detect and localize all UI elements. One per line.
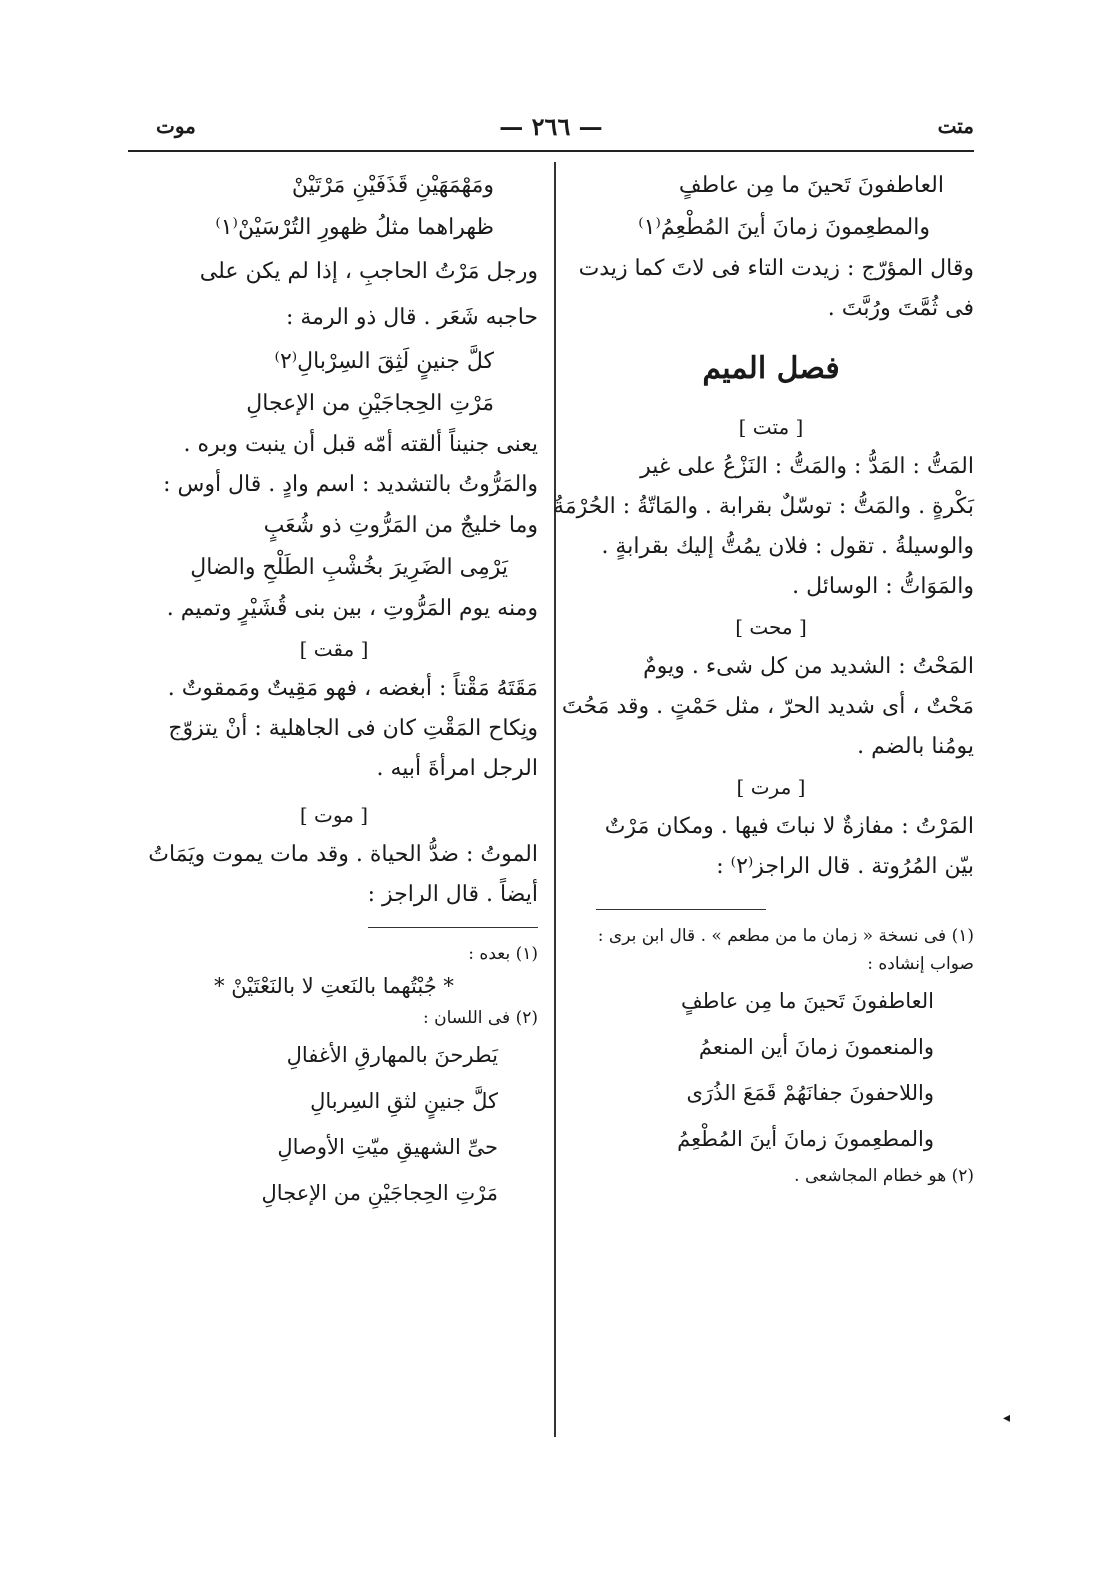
column-divider: [554, 162, 556, 1437]
text-line: وقال المؤرّج : زيدت التاء فى لاتَ كما زيدت: [578, 256, 974, 281]
footnote-line: (١) بعده :: [468, 944, 538, 964]
header-root-word: متت: [937, 114, 974, 138]
footnote-verse: حىِّ الشهيقِ ميّتِ الأوصالِ: [277, 1135, 498, 1159]
text-line: والوسيلةُ . تقول : فلان يمُتُّ إليك بقرابةٍ .: [601, 534, 974, 559]
footnote-verse: والمنعمونَ زمانَ أين المنعمُ: [698, 1035, 934, 1059]
text-line: ونِكاح المَقْتِ كان فى الجاهلية : أنْ يتزوّج: [168, 716, 538, 741]
page-header: [128, 112, 974, 152]
text-line: والمَوَاتُّ : الوسائل .: [792, 574, 974, 599]
footnote-verse: يَطرحنَ بالمهارقِ الأغفالِ: [286, 1043, 498, 1067]
footnote-line: (٢) فى اللسان :: [422, 1008, 538, 1028]
text-line: حاجبه شَعَر . قال ذو الرمة :: [285, 305, 538, 330]
text-line: الرجل امرأةَ أبيه .: [376, 756, 538, 781]
entry-heading: [ محت ]: [735, 615, 807, 639]
verse-line: كلَّ جنينٍ لَثِقَ السِرْبالِ⁽٢⁾: [274, 349, 494, 374]
verse-line: وما خليجٌ من المَرُّوتِ ذو شُعَبٍ: [263, 513, 538, 538]
text-line: والمَرُّوتُ بالتشديد : اسم وادٍ . قال أوس :: [163, 472, 538, 497]
footnote-line: (٢) هو خطام المجاشعى .: [794, 1166, 974, 1186]
entry-heading: [ متت ]: [738, 415, 804, 439]
text-line: بيّن المُرُوتة . قال الراجز⁽٢⁾ :: [716, 854, 974, 879]
margin-arrow-icon: ◂: [1003, 1410, 1011, 1426]
page-number: — ٢٦٦ —: [499, 112, 603, 141]
text-line: ومنه يوم المَرُّوتِ ، بين بنى قُشَيْرٍ وتميم .: [166, 596, 538, 621]
text-line: يعنى جنيناً ألقته أمّه قبل أن ينبت وبره .: [183, 432, 538, 457]
text-line: مَقَتَهُ مَقْتاً : أبغضه ، فهو مَقِيتٌ ومَمقوتٌ .: [167, 676, 538, 701]
header-rule: [128, 150, 974, 152]
text-line: أيضاً . قال الراجز :: [367, 882, 538, 907]
footnote-verse: العاطفونَ تَحينَ ما مِن عاطفٍ: [680, 989, 934, 1013]
section-title: فصل الميم: [702, 351, 840, 386]
text-line: الموتُ : ضدُّ الحياة . وقد مات يموت ويَمَاتُ: [148, 842, 538, 867]
header-root-word-end: موت: [156, 114, 196, 138]
entry-heading: [ موت ]: [299, 803, 369, 827]
footnote-verse: مَرْتِ الحِجاجَيْنِ من الإعجالِ: [261, 1181, 498, 1205]
left-column: [130, 165, 538, 1216]
right-column: [553, 165, 974, 1190]
verse-line: العاطفونَ تَحينَ ما مِن عاطفٍ: [678, 173, 944, 198]
footnote-verse: * جُبْتُهما بالنَعتِ لا بالنَعْتَيْنْ *: [214, 974, 454, 998]
entry-heading: [ مقت ]: [299, 637, 369, 661]
verse-line: مَرْتِ الحِجاجَيْنِ من الإعجالِ: [246, 391, 494, 416]
text-line: المَتُّ : المَدُّ : والمَتُّ : النَزْعُ على غير: [640, 454, 974, 479]
text-line: ورجل مَرْتُ الحاجبِ ، إذا لم يكن على: [199, 259, 538, 284]
text-line: المَحْتُ : الشديد من كل شىء . ويومٌ: [643, 654, 974, 679]
entry-heading: [ مرت ]: [736, 775, 806, 799]
verse-line: ظهراهما مثلُ ظهورِ التُرْسَيْنْ⁽١⁾: [215, 215, 494, 240]
verse-line: يَرْمِى الضَرِيرَ بخُشْبِ الطَلْحِ والضالِ: [190, 555, 508, 580]
footnote-line: (١) فى نسخة « زمان ما من مطعم » . قال ابن برى :: [597, 926, 974, 946]
text-line: يومُنا بالضم .: [857, 734, 974, 759]
text-line: مَحْتٌ ، أى شديد الحرّ ، مثل حَمْتٍ . وقد مَحُتَ: [561, 694, 974, 719]
verse-line: ومَهْمَهَيْنِ قَذَفَيْنِ مَرْتَيْنْ: [291, 173, 494, 198]
footnote-rule: [596, 909, 766, 910]
footnote-rule: [368, 927, 538, 928]
footnote-verse: واللاحفونَ جفانَهُمْ قَمَعَ الذُرَى: [686, 1081, 934, 1105]
footnote-verse: كلَّ جنينٍ لثقِ السِربالِ: [310, 1089, 498, 1113]
footnote-verse: والمطعِمونَ زمانَ أينَ المُطْعِمُ: [677, 1127, 934, 1151]
text-line: المَرْتُ : مفازةٌ لا نباتَ فيها . ومكان مَرْتٌ: [604, 814, 974, 839]
footnote-line: صواب إنشاده :: [867, 954, 974, 974]
text-line: بَكْرةٍ . والمَتُّ : توسّلٌ بقرابة . والمَاتّةُ : الحُرْمَةُ: [553, 494, 974, 519]
text-line: فى ثُمَّتَ ورُبَّتَ .: [827, 296, 974, 321]
verse-line: والمطعِمونَ زمانَ أينَ المُطْعِمُ⁽١⁾: [638, 215, 930, 240]
